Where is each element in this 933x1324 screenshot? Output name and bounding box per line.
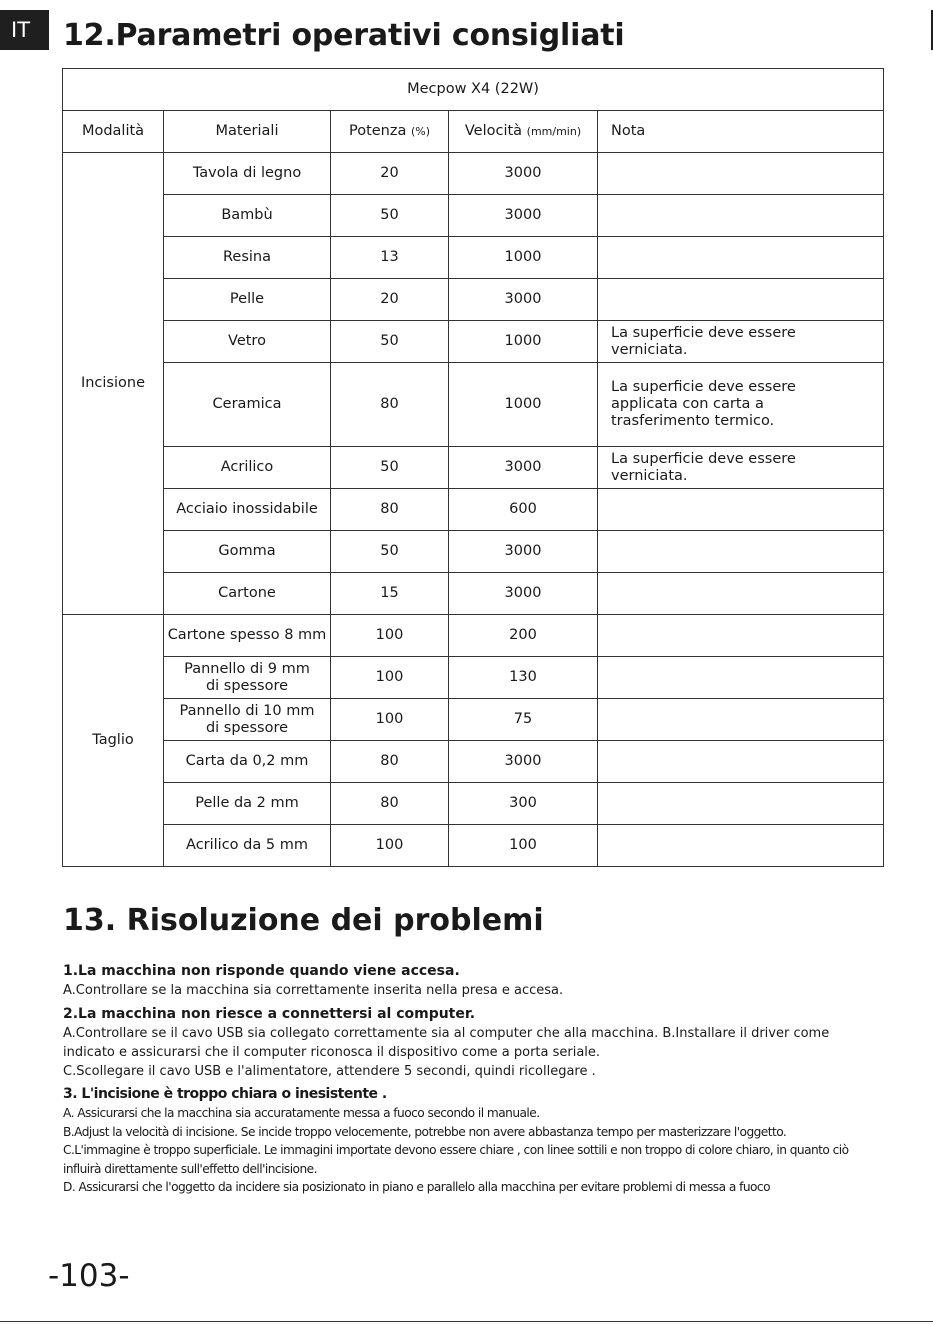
note-cell <box>598 237 884 279</box>
material-cell: Carta da 0,2 mm <box>164 741 331 783</box>
header-power-unit: (%) <box>410 125 431 138</box>
table-row <box>63 195 884 237</box>
table-row <box>63 699 884 741</box>
material-cell: Vetro <box>164 321 331 363</box>
header-power <box>331 111 449 153</box>
table-row <box>63 153 884 195</box>
table-row <box>63 237 884 279</box>
speed-cell: 3000 <box>449 153 598 195</box>
material-cell: Acciaio inossidabile <box>164 489 331 531</box>
table-row <box>63 447 884 489</box>
note-cell <box>598 825 884 867</box>
mode-cutting: Taglio <box>63 615 164 867</box>
note-cell <box>598 741 884 783</box>
bottom-divider <box>0 1321 933 1322</box>
power-cell: 50 <box>331 531 449 573</box>
table-row <box>63 321 884 363</box>
speed-cell: 300 <box>449 783 598 825</box>
section-12-title: 12.Parametri operativi consigliati <box>63 18 625 53</box>
table-model-row <box>63 69 884 111</box>
table-row <box>63 615 884 657</box>
language-badge: IT <box>0 10 49 50</box>
material-cell: Ceramica <box>164 363 331 447</box>
power-cell: 100 <box>331 825 449 867</box>
table-row <box>63 783 884 825</box>
material-cell: Tavola di legno <box>164 153 331 195</box>
power-cell: 80 <box>331 783 449 825</box>
power-cell: 50 <box>331 195 449 237</box>
material-cell: Acrilico da 5 mm <box>164 825 331 867</box>
section-13-title: 13. Risoluzione dei problemi <box>63 903 544 938</box>
header-mode: Modalità <box>63 111 164 153</box>
problem-2-heading: 2.La macchina non riesce a connettersi al computer. <box>63 1006 476 1022</box>
power-cell: 80 <box>331 741 449 783</box>
material-cell: Gomma <box>164 531 331 573</box>
power-cell: 20 <box>331 153 449 195</box>
power-cell: 15 <box>331 573 449 615</box>
speed-cell: 1000 <box>449 237 598 279</box>
problem-1-heading: 1.La macchina non risponde quando viene accesa. <box>63 963 460 979</box>
problem-2-answer-c: C.Scollegare il cavo USB e l'alimentatore, attendere 5 secondi, quindi ricollegare . <box>63 1064 596 1079</box>
header-speed <box>449 111 598 153</box>
speed-cell: 3000 <box>449 195 598 237</box>
note-cell <box>598 153 884 195</box>
speed-cell: 600 <box>449 489 598 531</box>
table-row <box>63 825 884 867</box>
speed-cell: 3000 <box>449 279 598 321</box>
speed-cell: 3000 <box>449 531 598 573</box>
material-cell: Cartone spesso 8 mm <box>164 615 331 657</box>
power-cell: 100 <box>331 657 449 699</box>
header-speed-unit: (mm/min) <box>526 125 582 138</box>
note-cell <box>598 195 884 237</box>
problem-3-answer-b: B.Adjust la velocità di incisione. Se incide troppo velocemente, potrebbe non avere abbastanza tempo per masterizzare l'oggetto. <box>63 1124 787 1139</box>
problem-2-answer-ab: A.Controllare se il cavo USB sia collegato correttamente sia al computer che alla macchina. B.Installare il driver come indicato e assicurarsi che il computer riconosca il dispositivo come a porta seriale. <box>63 1026 830 1060</box>
speed-cell: 3000 <box>449 447 598 489</box>
material-cell: Resina <box>164 237 331 279</box>
note-cell <box>598 699 884 741</box>
note-cell <box>598 279 884 321</box>
note-cell: La superficie deve essere verniciata. <box>598 321 884 363</box>
speed-cell: 200 <box>449 615 598 657</box>
page-number: -103- <box>48 1258 130 1294</box>
note-cell <box>598 489 884 531</box>
table-row <box>63 741 884 783</box>
material-cell: Pelle da 2 mm <box>164 783 331 825</box>
table-row <box>63 531 884 573</box>
material-cell: Cartone <box>164 573 331 615</box>
note-cell: La superficie deve essere applicata con carta a trasferimento termico. <box>598 363 884 447</box>
power-cell: 13 <box>331 237 449 279</box>
table-header-row <box>63 111 884 153</box>
material-cell: Pannello di 10 mm di spessore <box>164 699 331 741</box>
table-row <box>63 279 884 321</box>
note-cell <box>598 573 884 615</box>
power-cell: 100 <box>331 615 449 657</box>
note-cell <box>598 615 884 657</box>
power-cell: 100 <box>331 699 449 741</box>
material-cell: Acrilico <box>164 447 331 489</box>
header-materials: Materiali <box>164 111 331 153</box>
speed-cell: 100 <box>449 825 598 867</box>
speed-cell: 130 <box>449 657 598 699</box>
table-row <box>63 657 884 699</box>
mode-engraving: Incisione <box>63 153 164 615</box>
note-cell <box>598 657 884 699</box>
material-cell: Bambù <box>164 195 331 237</box>
power-cell: 50 <box>331 321 449 363</box>
note-cell <box>598 531 884 573</box>
note-cell <box>598 783 884 825</box>
power-cell: 50 <box>331 447 449 489</box>
parameters-table <box>62 68 884 867</box>
table-row <box>63 489 884 531</box>
problem-3-answer-c: C.L'immagine è troppo superficiale. Le immagini importate devono essere chiare , con linee sottili e non troppo di colore chiaro, in quanto ciò influirà direttamente sull'effetto dell'incisione. <box>63 1143 849 1176</box>
model-name: Mecpow X4 (22W) <box>63 69 884 111</box>
problem-3-answer-a: A. Assicurarsi che la macchina sia accuratamente messa a fuoco secondo il manuale. <box>63 1106 540 1120</box>
table-row <box>63 573 884 615</box>
problem-3-heading: 3. L'incisione è troppo chiara o inesistente . <box>63 1086 387 1102</box>
speed-cell: 1000 <box>449 321 598 363</box>
speed-cell: 3000 <box>449 573 598 615</box>
speed-cell: 75 <box>449 699 598 741</box>
problem-1-answer-a: A.Controllare se la macchina sia correttamente inserita nella presa e accesa. <box>63 983 564 998</box>
speed-cell: 1000 <box>449 363 598 447</box>
material-cell: Pannello di 9 mm di spessore <box>164 657 331 699</box>
header-power-label: Potenza <box>348 123 407 139</box>
material-cell: Pelle <box>164 279 331 321</box>
power-cell: 20 <box>331 279 449 321</box>
note-cell: La superficie deve essere verniciata. <box>598 447 884 489</box>
header-speed-label: Velocità <box>464 123 523 139</box>
problem-3-answer-d: D. Assicurarsi che l'oggetto da incidere sia posizionato in piano e parallelo alla macchina per evitare problemi di messa a fuoco <box>63 1180 770 1194</box>
power-cell: 80 <box>331 489 449 531</box>
troubleshooting-section <box>63 961 883 1197</box>
power-cell: 80 <box>331 363 449 447</box>
table-row <box>63 363 884 447</box>
header-note: Nota <box>598 111 884 153</box>
speed-cell: 3000 <box>449 741 598 783</box>
